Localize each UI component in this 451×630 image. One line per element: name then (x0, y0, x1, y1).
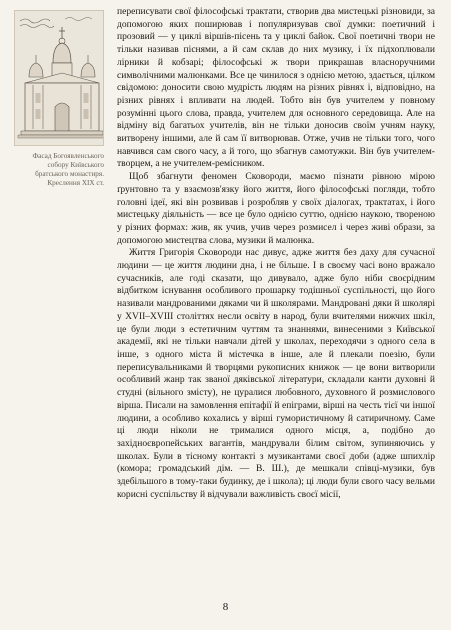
page-number: 8 (222, 601, 229, 613)
paragraph-1: переписувати свої філософські трактати, створив два мистецькі різновиди, за допомогою яких поширював і популяризував свої думки: поетичний і прозовий — у циклі віршів-пісень та у циклі байок. Свої поетичні твори не тільки називав піснями, а й сам склав до них музику, і їх підхоплювали лірники й кобзарі; філософські ж твори прикрашав власноручними символічними малюнками. Все це чинилося з однією метою, здається, цілком свідомою: доносити свою мудрість людям на різних рівнях і, відповідно, на різних рівнях і впливати на людей. Тобто він був учителем у повному розумінні цього слова, правда, учителем для основного середовища. Але на відміну від багатьох учителів, він не тільки доносив своїм учням науку, витворену іншими, але й сам її витворював. Отже, учив не тільки того, чого навчився сам свого часу, а й того, що збагнув самотужки. Він був учителем-творцем, а не учителем-ремісником. (117, 6, 435, 170)
paragraph-2: Щоб збагнути феномен Сковороди, маємо пізнати рівною мірою ґрунтовно та у взаємозв'язку його життя, його філософські погляди, тобто головні ідеї, які він розвивав і розробляв у своїх діалогах, трактатах, і його мистецьку діяльність — все це було однією суттю, однією наукою, твореною у різних формах: жив, як учив, учив через розмисел і через живі образи, за допомогою мистецтва слова, музики й малюнка. (117, 171, 435, 246)
illustration-block (14, 10, 104, 188)
paragraph-3: Життя Григорія Сковороди нас дивує, адже життя без даху для сучасної людини — це життя людини дна, і не більше. І в своєму часі воно вражало сучасників, але годі сказати, що дивувало, адже було ніби своєрідним відбитком існування особливого прошарку тодішньої суспільності, що його називали мандрованими дяками чи й школярами. Мандровані дяки й школярі у XVII–XVIII століттях несли освіту в народ, були вчителями нижчих шкіл, це були люди з естетичним чуттям та знаннями, винесеними з Київської академії, які не тільки навчали дітей у школах, переходячи з одного села в інше, з одного міста й містечка в інше, але й плекали поезію, були переписувальниками й творцями рукописних книжок — це вони витворили особливий жанр так званої дяківської літератури, складали канти духовні й студні (вільного змісту), не цуралися любовного, духовного й розмислового вірша. Писали на замовлення епітафії й епіграми, вірші на честь тієї чи іншої людини, а особливо кохались у вірші гумористичному й сатиричному. Саме ці люди ніколи не трималися одного місця, а, подібно до західноєвропейських вагантів, мандрували білим світом, зупиняючись у школах. Були в тісному контакті з музикантами своєї доби (адже шпихлір (комора; громадський дім. — В. Ш.), де мешкали співці-музики, був здебільшого в тому-таки будинку, де і школа); ці люди були свого часу вельми корисні суспільству й відчували важливість своєї місії, (117, 247, 435, 500)
figure-caption: Фасад Богоявленського собору Київського братського монастиря. Креслення XIX ст. (32, 152, 104, 187)
main-text-column (117, 6, 435, 501)
cathedral-drawing-svg (15, 11, 104, 146)
cathedral-facade-drawing (14, 10, 104, 146)
